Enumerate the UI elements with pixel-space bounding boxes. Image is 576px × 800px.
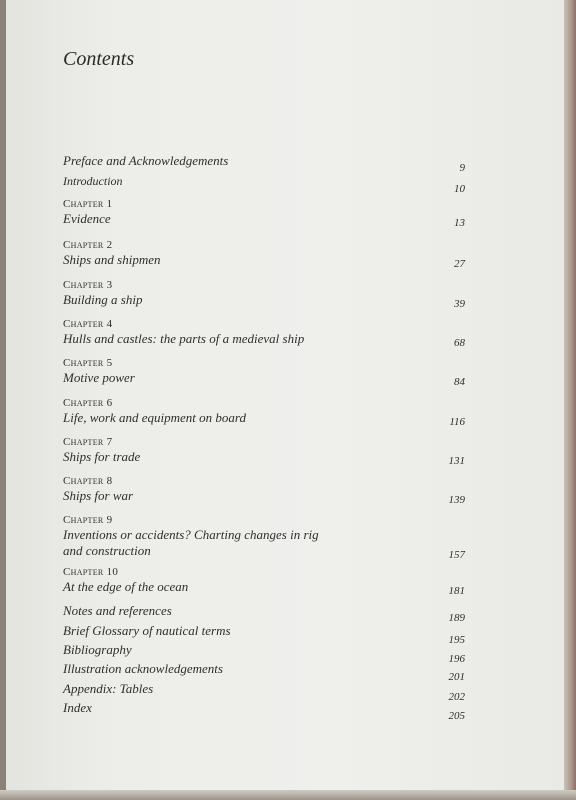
toc-entry [63,566,465,595]
entry-title: Appendix: Tables [63,681,154,696]
toc-entry [63,357,465,386]
chapter-number: Chapter 10 [63,566,119,578]
entry-title: Life, work and equipment on board [63,410,246,425]
page-number: 196 [448,653,465,665]
chapter-number: Chapter 2 [63,239,113,251]
entry-title: Index [63,700,92,715]
page-number: 195 [448,634,465,646]
toc-entry [63,603,465,624]
chapter-number: Chapter 1 [63,198,113,210]
page-number: 205 [448,710,465,722]
page-number: 13 [454,217,465,229]
page-number: 201 [448,671,465,683]
toc-entry [63,239,465,268]
entry-title: Brief Glossary of nautical terms [63,623,231,638]
page-number: 10 [454,183,465,195]
entry-title: At the edge of the ocean [63,579,189,594]
page-number: 157 [448,549,465,561]
toc-entry [63,173,465,195]
toc-entry [63,198,465,227]
entry-title: Hulls and castles: the parts of a medieval ship [63,331,305,346]
entry-title: Preface and Acknowledgements [63,153,229,168]
entry-title: Notes and references [63,603,172,618]
book-edge-bottom [0,790,576,800]
entry-title: Introduction [63,174,123,188]
book-edge-right [564,0,576,800]
toc-entry [63,681,465,703]
toc-entry [63,318,465,347]
page-number: 27 [454,258,465,270]
page-number: 139 [448,494,465,506]
page-title: Contents [63,48,135,70]
book-page [6,0,564,800]
toc-entry [63,153,465,174]
toc-entry [63,436,465,465]
toc-entry [63,397,465,426]
toc-entry [63,642,465,665]
chapter-number: Chapter 9 [63,514,113,526]
page-number: 9 [459,162,465,174]
page-number: 181 [448,585,465,597]
toc-entry [63,475,465,504]
toc-entry [63,514,465,559]
entry-title: Ships for trade [63,449,141,464]
chapter-number: Chapter 8 [63,475,113,487]
page-number: 68 [454,337,465,349]
chapter-number: Chapter 4 [63,318,113,330]
toc-entry [63,661,465,683]
page-number: 39 [454,298,465,310]
page-number: 202 [448,691,465,703]
entry-title: Bibliography [63,642,132,657]
chapter-number: Chapter 5 [63,357,113,369]
toc-entry [63,623,465,646]
page-number: 189 [448,612,465,624]
page-number: 116 [449,416,465,428]
toc-entry [63,279,465,308]
page-number: 131 [448,455,465,467]
chapter-number: Chapter 7 [63,436,113,448]
entry-title: Building a ship [63,292,143,307]
toc-entry [63,700,465,722]
entry-title: Motive power [63,370,135,385]
page-number: 84 [454,376,465,388]
entry-title: Inventions or accidents? Charting changes in rig [63,527,319,542]
entry-title-continued: and construction [63,543,151,558]
entry-title: Ships for war [63,488,134,503]
chapter-number: Chapter 6 [63,397,113,409]
entry-title: Evidence [63,211,111,226]
entry-title: Ships and shipmen [63,252,161,267]
chapter-number: Chapter 3 [63,279,113,291]
entry-title: Illustration acknowledgements [63,661,223,676]
